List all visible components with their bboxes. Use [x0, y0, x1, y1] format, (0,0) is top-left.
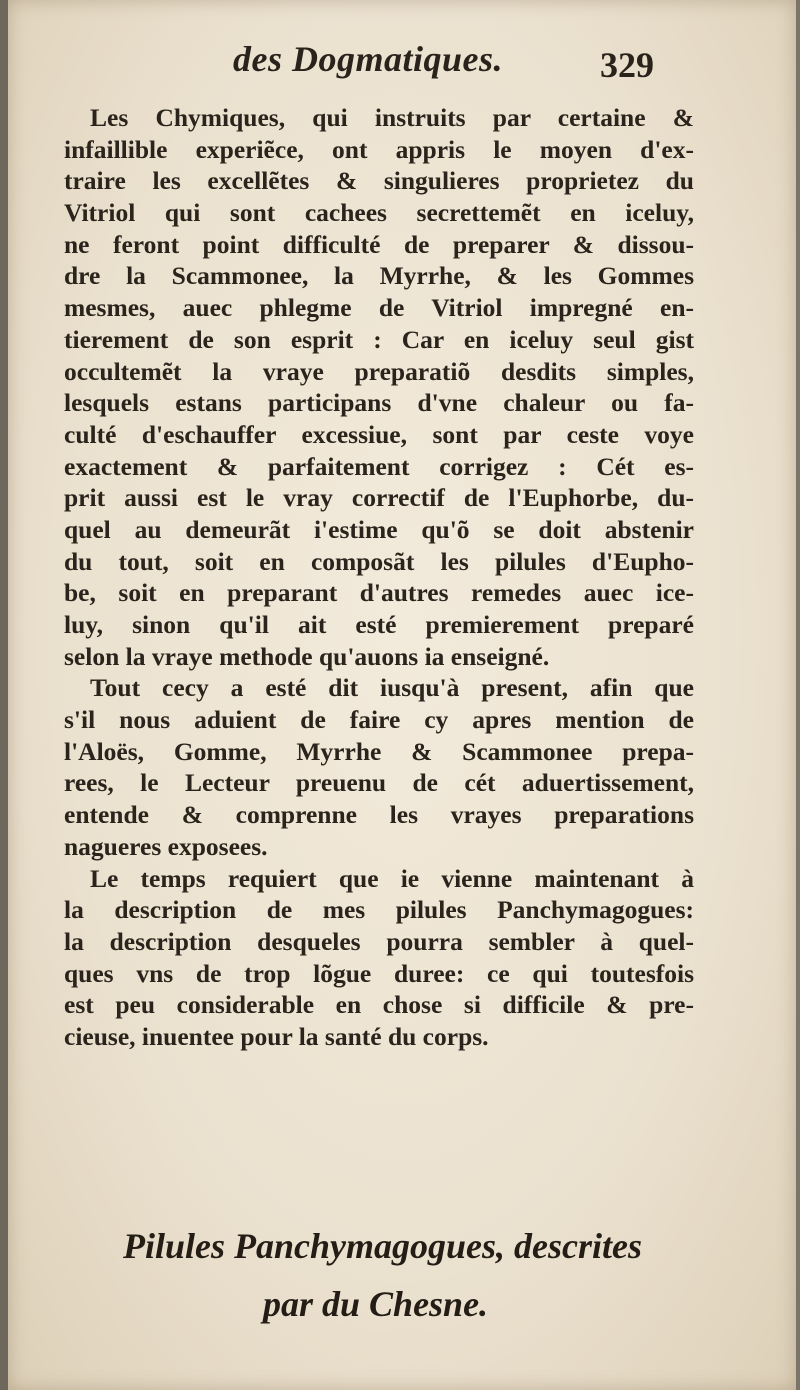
text-line: be, soit en preparant d'autres remedes auec ice-: [64, 578, 694, 608]
text-line: entende & comprenne les vrayes preparations: [64, 800, 694, 830]
text-line: traire les excellẽtes & singulieres proprietez du: [64, 166, 694, 196]
text-line: Les Chymiques, qui instruits par certaine &: [90, 103, 694, 132]
book-page: [8, 0, 796, 1390]
text-line: cieuse, inuentee pour la santé du corps.: [64, 1021, 489, 1051]
text-line: s'il nous aduient de faire cy apres mention de: [64, 705, 694, 735]
text-line: la description de mes pilules Panchymagogues:: [64, 895, 694, 925]
text-line: infaillible experiẽce, ont appris le moyen d'ex-: [64, 134, 694, 164]
text-line: est peu considerable en chose si difficile & pre-: [64, 990, 694, 1020]
text-line: rees, le Lecteur preuenu de cét aduertissement,: [64, 768, 694, 798]
text-line: exactement & parfaitement corrigez : Cét es-: [64, 451, 694, 481]
text-line: prit aussi est le vray correctif de l'Euphorbe, du-: [64, 483, 694, 513]
text-line: luy, sinon qu'il ait esté premierement preparé: [64, 610, 694, 639]
text-line: ques vns de trop lõgue duree: ce qui toutesfois: [64, 958, 694, 988]
text-line: nagueres exposees.: [64, 831, 268, 861]
text-line: quel au demeurãt i'estime qu'õ se doit abstenir: [64, 514, 694, 544]
text-line: Vitriol qui sont cachees secrettemẽt en iceluy,: [64, 198, 694, 228]
text-line: dre la Scammonee, la Myrrhe, & les Gommes: [64, 261, 694, 291]
text-line: selon la vraye methode qu'auons ia enseigné.: [64, 641, 550, 671]
text-line: tierement de son esprit : Car en iceluy seul gist: [64, 324, 694, 354]
body-text: [64, 102, 694, 1053]
text-line: l'Aloës, Gomme, Myrrhe & Scammonee prepa-: [64, 736, 694, 766]
page-number: 329: [600, 45, 654, 85]
text-line: Le temps requiert que ie vienne maintenant à: [90, 863, 694, 893]
page-gutter: [0, 0, 8, 1390]
text-line: Tout cecy a esté dit iusqu'à present, afin que: [90, 673, 694, 703]
text-line: lesquels estans participans d'vne chaleur ou fa-: [64, 388, 694, 418]
running-head: des Dogmatiques.: [233, 39, 504, 79]
text-line: la description desqueles pourra sembler à quel-: [64, 926, 694, 956]
section-title-line: par du Chesne.: [263, 1284, 489, 1324]
text-line: ne feront point difficulté de preparer & dissou-: [64, 229, 694, 259]
section-title-line: Pilules Panchymagogues, descrites: [123, 1226, 642, 1266]
page-edge: [796, 0, 800, 1390]
text-line: du tout, soit en composãt les pilules d'Eupho-: [64, 546, 694, 576]
page-header: [8, 38, 800, 98]
text-line: mesmes, auec phlegme de Vitriol impregné en-: [64, 293, 694, 323]
text-line: occultemẽt la vraye preparatiõ desdits simples,: [64, 356, 694, 386]
text-line: culté d'eschauffer excessiue, sont par ceste voye: [64, 419, 694, 449]
